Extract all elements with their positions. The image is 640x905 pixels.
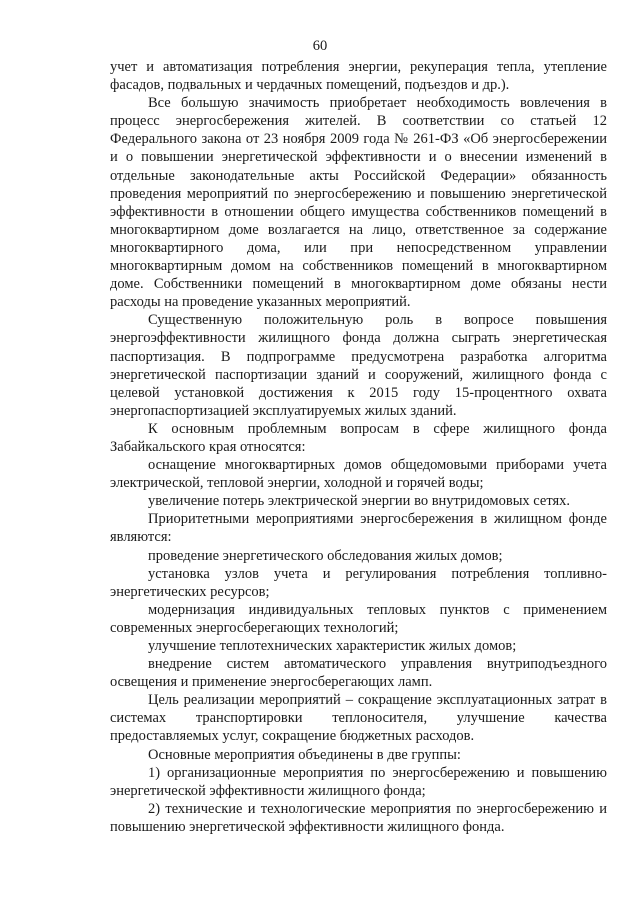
- paragraph: Все большую значимость приобретает необходимость вовлечения в процесс энергосбережения жителей. В соответствии со статьей 12 Федерального закона от 23 ноября 2009 года № 261-ФЗ «Об энергосбережении и о повышении энергетической эффективности и о внесении изменений в отдельные законодательные акты Российской Федерации» обязанность проведения мероприятий по энергосбережению и повышению энергетической эффективности в отношении общего имущества собственников помещений в многоквартирном доме возлагается на лицо, ответственное за содержание многоквартирного дома, или при непосредственном управлении многоквартирным домом на собственников помещений в многоквартирном доме. Собственники помещений в многоквартирном доме обязаны нести расходы на проведение указанных мероприятий.: [110, 95, 607, 311]
- paragraph: учет и автоматизация потребления энергии, рекуперация тепла, утепление фасадов, подвальных и чердачных помещений, подъездов и др.).: [110, 59, 607, 94]
- paragraph: Цель реализации мероприятий – сокращение эксплуатационных затрат в системах транспортировки теплоносителя, улучшение качества предоставляемых услуг, сокращение бюджетных расходов.: [110, 692, 607, 745]
- paragraph: увеличение потерь электрической энергии во внутридомовых сетях.: [148, 493, 571, 510]
- paragraph: улучшение теплотехнических характеристик жилых домов;: [148, 638, 517, 654]
- paragraph: проведение энергетического обследования жилых домов;: [148, 547, 503, 564]
- paragraph: модернизация индивидуальных тепловых пунктов с применением современных энергосберегающих технологий;: [110, 601, 607, 636]
- paragraph: 2) технические и технологические мероприятия по энергосбережению и повышению энергетической эффективности жилищного фонда.: [110, 800, 607, 835]
- document-body: [110, 58, 607, 836]
- paragraph: К основным проблемным вопросам в сфере жилищного фонда Забайкальского края относятся:: [110, 420, 607, 455]
- paragraph: Основные мероприятия объединены в две группы:: [148, 746, 461, 763]
- paragraph: внедрение систем автоматического управления внутриподъездного освещения и применение энергосберегающих ламп.: [110, 656, 607, 691]
- paragraph: установка узлов учета и регулирования потребления топливно-энергетических ресурсов;: [110, 565, 607, 600]
- page-number: 60: [312, 38, 328, 54]
- paragraph: Приоритетными мероприятиями энергосбережения в жилищном фонде являются:: [110, 511, 607, 546]
- paragraph: оснащение многоквартирных домов общедомовыми приборами учета электрической, тепловой энергии, холодной и горячей воды;: [110, 457, 607, 492]
- paragraph: 1) организационные мероприятия по энергосбережению и повышению энергетической эффективности жилищного фонда;: [110, 764, 607, 799]
- paragraph: Существенную положительную роль в вопросе повышения энергоэффективности жилищного фонда должна сыграть энергетическая паспортизация. В подпрограмме предусмотрена разработка алгоритма энергетической паспортизации зданий и сооружений, жилищного фонда с целевой установкой достижения к 2015 году 15-процентного охвата энергопаспортизацией эксплуатируемых жилых зданий.: [110, 312, 607, 419]
